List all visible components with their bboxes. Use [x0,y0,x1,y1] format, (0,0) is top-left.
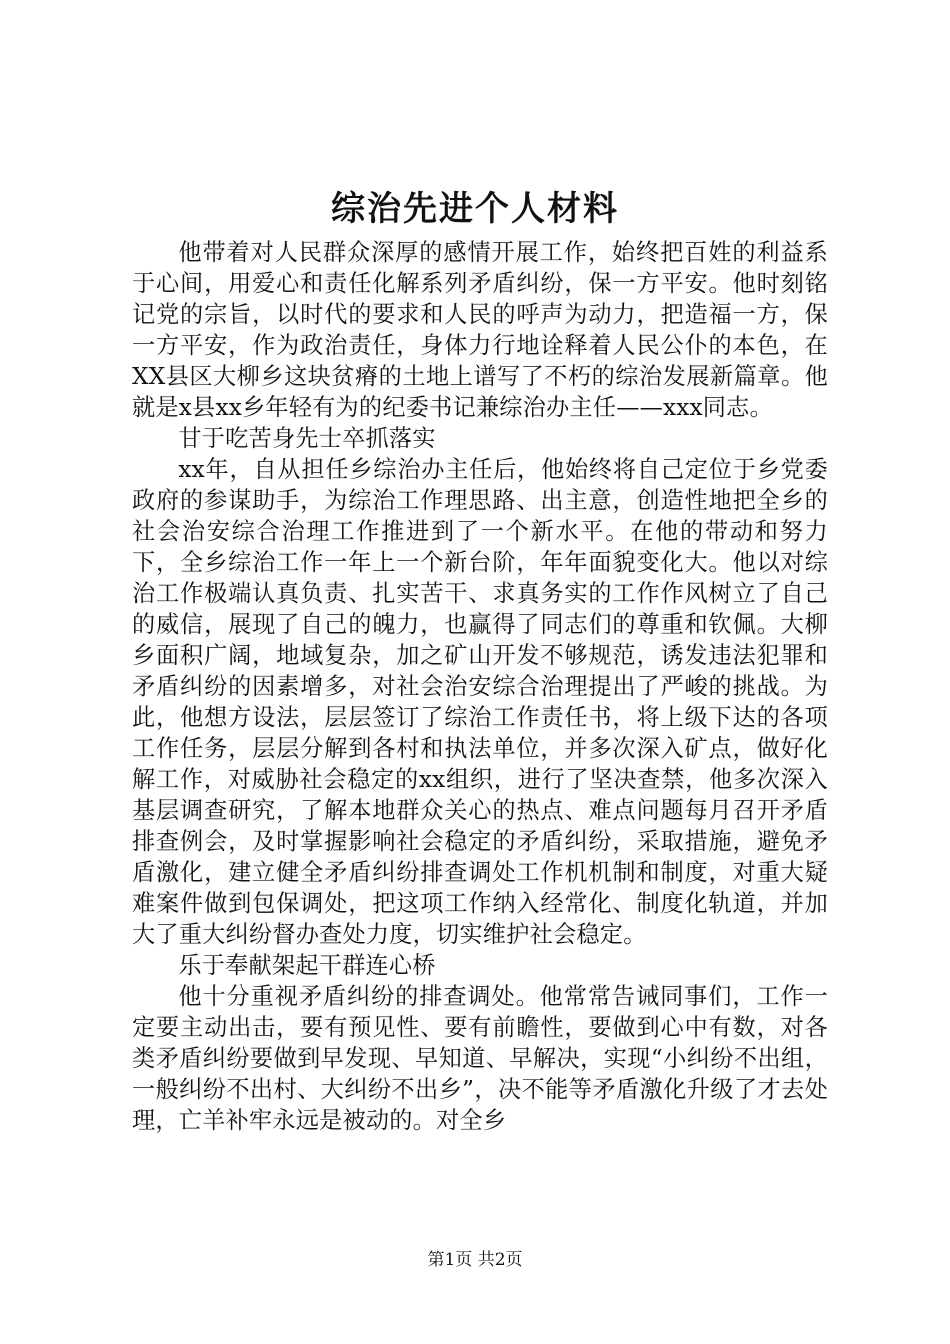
section-heading-2: 乐于奉献架起干群连心桥 [178,952,436,979]
section-heading-1: 甘于吃苦身先士卒抓落实 [178,425,436,452]
paragraph-section-1: xx年，自从担任乡综治办主任后，他始终将自己定位于乡党委政府的参谋助手，为综治工作理思路、出主意，创造性地把全乡的社会治安综合治理工作推进到了一个新水平。在他的带动和努力下，全乡综治工作一年上一个新台阶，年年面貌变化大。他以对综治工作极端认真负责、扎实苦干、求真务实的工作作风树立了自己的威信，展现了自己的魄力，也赢得了同志们的尊重和钦佩。大柳乡面积广阔，地域复杂，加之矿山开发不够规范，诱发违法犯罪和矛盾纠纷的因素增多，对社会治安综合治理提出了严峻的挑战。为此，他想方设法，层层签订了综治工作责任书，将上级下达的各项工作任务，层层分解到各村和执法单位，并多次深入矿点，做好化解工作，对威胁社会稳定的xx组织，进行了坚决查禁，他多次深入基层调查研究，了解本地群众关心的热点、难点问题每月召开矛盾排查例会，及时掌握影响社会稳定的矛盾纠纷，采取措施，避免矛盾激化，建立健全矛盾纠纷排查调处工作机机制和制度，对重大疑难案件做到包保调处，把这项工作纳入经常化、制度化轨道，并加大了重大纠纷督办查处力度，切实维护社会稳定。 [132,456,828,948]
document-title: 综治先进个人材料 [331,189,619,229]
paragraph-section-2: 他十分重视矛盾纠纷的排查调处。他常常告诫同事们，工作一定要主动出击，要有预见性、要有前瞻性，要做到心中有数，对各类矛盾纠纷要做到早发现、早知道、早解决，实现“小纠纷不出组，一般纠纷不出村、大纠纷不出乡”，决不能等矛盾激化升级了才去处理，亡羊补牢永远是被动的。对全乡 [132,983,828,1134]
paragraph-intro: 他带着对人民群众深厚的感情开展工作，始终把百姓的利益系于心间，用爱心和责任化解系列矛盾纠纷，保一方平安。他时刻铭记党的宗旨，以时代的要求和人民的呼声为动力，把造福一方，保一方平安，作为政治责任，身体力行地诠释着人民公仆的本色，在XX县区大柳乡这块贫瘠的土地上谱写了不朽的综治发展新篇章。他就是x县xx乡年轻有为的纪委书记兼综治办主任——xxx同志。 [132,239,828,421]
page-footer: 第1页 共2页 [427,1250,523,1270]
document-body [132,237,828,1136]
